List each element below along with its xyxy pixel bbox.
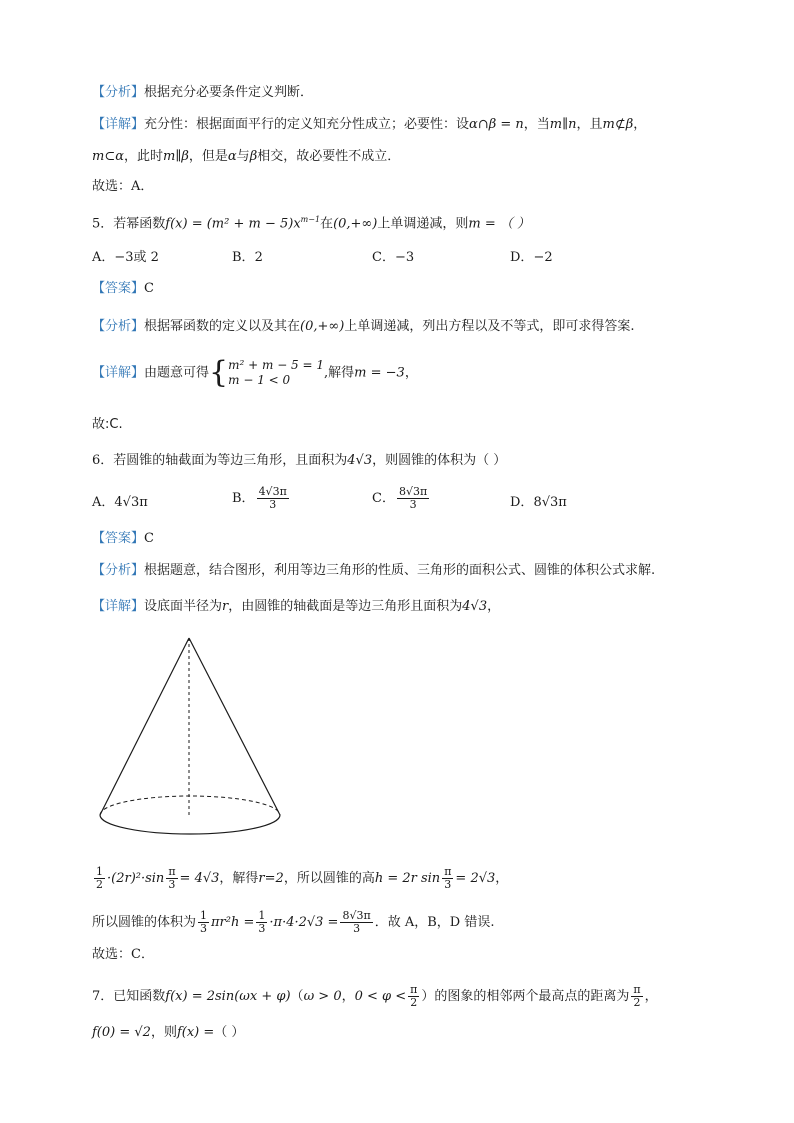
q5-detail: 【详解】由题意可得{ m² + m − 5 = 1 m − 1 < 0 ,解得m = −3， [92, 355, 418, 390]
q4-analysis: 【分析】根据充分必要条件定义判断． [92, 85, 314, 100]
analysis-tag: 【分析】 [92, 319, 145, 334]
q5-option-d: D．−2 [510, 250, 553, 265]
q5-stem: 5．若幂函数$f(x) = (m^2 + m - 5)x^{m-1}$在(0,+∞)上单调递减，则m = （ ） [92, 215, 530, 232]
q4-choose: 故选：A． [92, 179, 154, 194]
fraction-third: $\frac{1}{3}$ [258, 909, 266, 935]
q7-stem-line1: 7．已知函数f(x) = 2sin(ωx + φ)（ω > 0，0 < φ < $\frac{\pi}{2}$ ）的图象的相邻两个最高点的距离为 $\frac{\pi}{2}$ ， [92, 983, 658, 1009]
fraction-pi-3: $\frac{\pi}{3}$ [168, 865, 176, 891]
detail-tag: 【详解】 [92, 365, 145, 381]
cone-figure [96, 632, 286, 846]
cone-right-edge [189, 638, 280, 815]
q5-answer: 【答案】C [92, 281, 154, 296]
q5-option-b: B．2 [232, 250, 263, 265]
analysis-tag: 【分析】 [92, 563, 145, 578]
q6-analysis: 【分析】根据题意，结合图形，利用等边三角形的性质、三角形的面积公式、圆锥的体积公式求解. [92, 563, 656, 578]
q6-calc-line1: $\frac{1}{2}$ ·(2r)²·sin $\frac{\pi}{3}$ = 4√3，解得r=2，所以圆锥的高h = 2r sin $\frac{\pi}{3}$ = 2√3， [96, 865, 509, 891]
fraction-third: $\frac{1}{3}$ [200, 909, 208, 935]
q6-answer: 【答案】C [92, 531, 154, 546]
fraction-pi-3: $\frac{\pi}{3}$ [444, 865, 452, 891]
q6-option-d: D．8√3π [510, 495, 567, 510]
q6-option-a: A．4√3π [92, 495, 148, 510]
q4-detail-line2: m⊂α，此时m∥β，但是α与β相交，故必要性不成立． [92, 149, 401, 164]
cone-left-edge [100, 638, 189, 815]
fraction-volume: $\frac{8√3\pi}{3}$ [342, 909, 371, 935]
q6-choose: 故选：C． [92, 947, 154, 962]
cone-base-front [100, 815, 280, 834]
q6-stem: 6．若圆锥的轴截面为等边三角形，且面积为4√3，则圆锥的体积为（ ） [92, 453, 507, 468]
answer-tag: 【答案】 [92, 281, 145, 296]
q6-option-c: C． $\frac{8√3\pi}{3}$ [372, 485, 428, 511]
q5-option-c: C．−3 [372, 250, 415, 265]
detail-tag: 【详解】 [92, 599, 145, 614]
q5-choose: 故:C. [92, 417, 123, 432]
fraction-half: $\frac{1}{2}$ [96, 865, 103, 891]
q6-option-b: B． $\frac{4√3\pi}{3}$ [232, 485, 287, 511]
q5-option-a: A．−3或 2 [92, 250, 159, 265]
q5-analysis: 【分析】根据幂函数的定义以及其在(0,+∞)上单调递减，列出方程以及不等式，即可求得答案. [92, 319, 635, 334]
fraction-pi-2: $\frac{\pi}{2}$ [410, 983, 418, 1009]
q6-calc-line2: 所以圆锥的体积为 $\frac{1}{3}$ πr²h = $\frac{1}{3}$ ·π·4·2√3 = $\frac{8√3\pi}{3}$ ．故 A，B，D 错误. [92, 909, 495, 935]
answer-tag: 【答案】 [92, 531, 145, 546]
cone-base-back-dashed [100, 796, 280, 815]
q7-stem-line2: f(0) = √2，则f(x) =（ ） [92, 1025, 245, 1040]
analysis-tag: 【分析】 [92, 85, 145, 100]
q6-detail: 【详解】设底面半径为r，由圆锥的轴截面是等边三角形且面积为4√3， [92, 599, 501, 614]
fraction-pi-2: $\frac{\pi}{2}$ [633, 983, 641, 1009]
equation-system: m² + m − 5 = 1 m − 1 < 0 [228, 358, 325, 387]
brace: { [209, 355, 229, 390]
detail-tag: 【详解】 [92, 117, 145, 132]
q4-detail-line1: 【详解】充分性：根据面面平行的定义知充分性成立；必要性：设α∩β = n，当m∥n，且m⊄β， [92, 117, 647, 132]
